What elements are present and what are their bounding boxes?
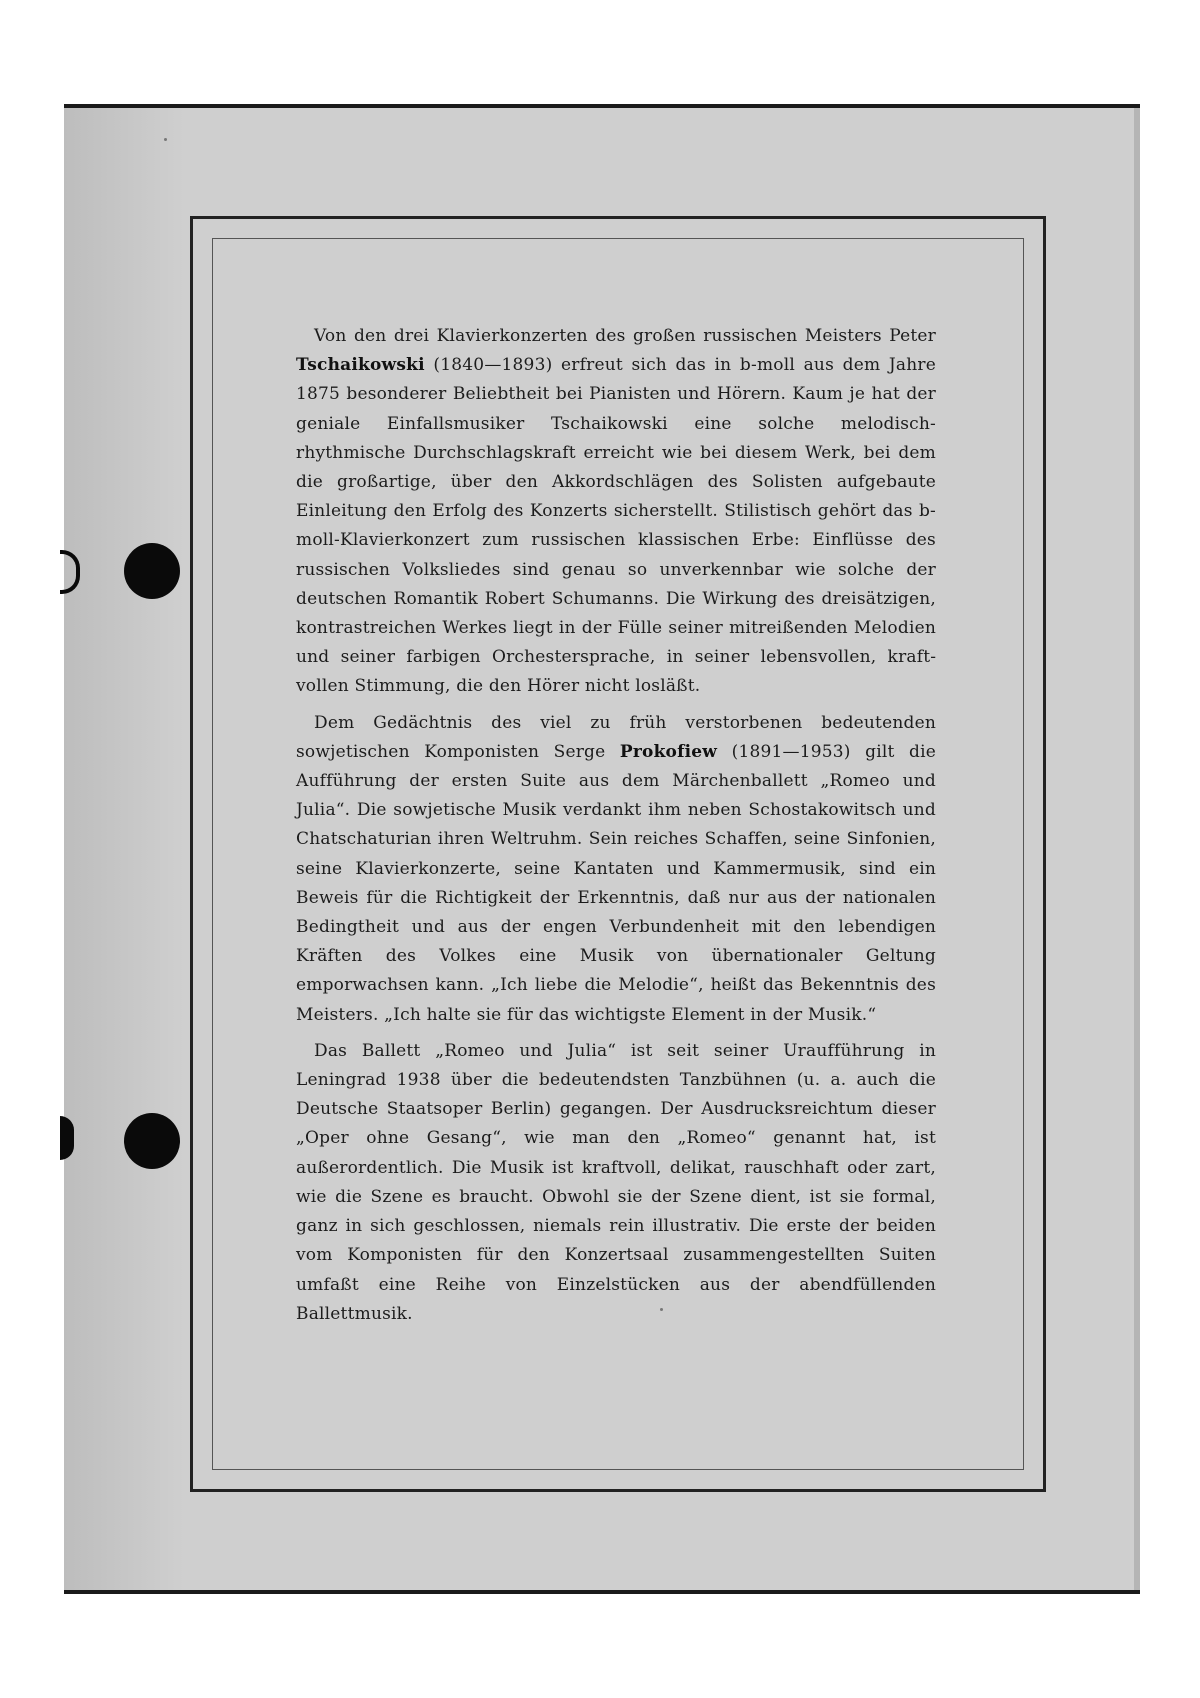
text-segment: Das Ballett „Romeo und Julia“ ist seit seiner Uraufführung in Leningrad 1938 über die bedeutendsten Tanzbühnen (u. a. auch die Deutsche Staatsoper Berlin) gegangen. Der Ausdrucksreichtum dieser „Oper ohne Gesang“, wie man den „Romeo“ genannt hat, ist außerordentlich. Die Musik ist kraftvoll, delikat, rauschhaft oder zart, wie die Szene es braucht. Obwohl sie der Szene dient, ist sie formal, ganz in sich geschlossen, niemals rein illustrativ. Die erste der beiden vom Komponisten für den Konzertsaal zusammengestellten Suiten umfaßt eine Reihe von Einzelstücken aus der abendfüllenden Ballettmusik. [296,1040,936,1324]
paper-edge [1134,108,1140,1590]
paper-speck [164,138,167,141]
text-segment: Von den drei Klavierkonzerten des großen russischen Meisters Peter [314,326,936,346]
paragraph-prokofiew [296,709,936,1030]
composer-name-prokofiew: Prokofiew [619,741,718,762]
paper-shadow [64,108,184,1590]
text-segment: Dem Gedächtnis des viel zu früh verstorbenen bedeutenden sowjetischen Komponisten Serge [296,712,936,762]
punch-hole-bottom [124,1113,180,1169]
punch-hole-top [124,543,180,599]
text-segment: (1891—1953) gilt die Aufführung der ersten Suite aus dem Märchenballett „Romeo und Julia“. Die sowjetische Musik verdankt ihm neben Schostakowitsch und Chatschaturian ihren Weltruhm. Sein reiches Schaffen, seine Sinfonien, seine Klavierkonzerte, seine Kantaten und Kammermusik, sind ein Beweis für die Richtigkeit der Erkenntnis, daß nur aus der nationalen Bedingtheit und aus der engen Verbundenheit mit den lebendigen Kräften des Volkes eine Musik von übernationaler Geltung emporwachsen kann. „Ich liebe die Melodie“, heißt das Bekenntnis des Meisters. „Ich halte sie für das wichtigste Element in der Musik.“ [296,741,936,1025]
article-text [296,322,936,1336]
paragraph-romeo-und-julia [296,1037,936,1329]
text-segment: (1840—1893) erfreut sich das in b-moll aus dem Jahre 1875 besonderer Beliebtheit bei Pianisten und Hörern. Kaum je hat der geniale Einfallsmusiker Tschaikowski eine solche melodisch-rhythmische Durchschlagskraft erreicht wie bei diesem Werk, bei dem die großartige, über den Akkordschlägen des Solisten aufgebaute Einleitung den Erfolg des Konzerts sicherstellt. Stilistisch gehört das b-moll-Klavierkonzert zum russischen klassischen Erbe: Einflüsse des russischen Volksliedes sind genau so unverkennbar wie solche der deutschen Romantik Robert Schumanns. Die Wirkung des dreisätzigen, kontrastreichen Werkes liegt in der Fülle seiner mitreißenden Melodien und seiner farbigen Orchestersprache, in seiner lebensvollen, kraftvollen Stimmung, die den Hörer nicht losläßt. [296,355,936,697]
paragraph-tschaikowski [296,322,936,702]
paper-sheet [64,104,1140,1594]
composer-name-tschaikowski: Tschaikowski [296,355,425,376]
